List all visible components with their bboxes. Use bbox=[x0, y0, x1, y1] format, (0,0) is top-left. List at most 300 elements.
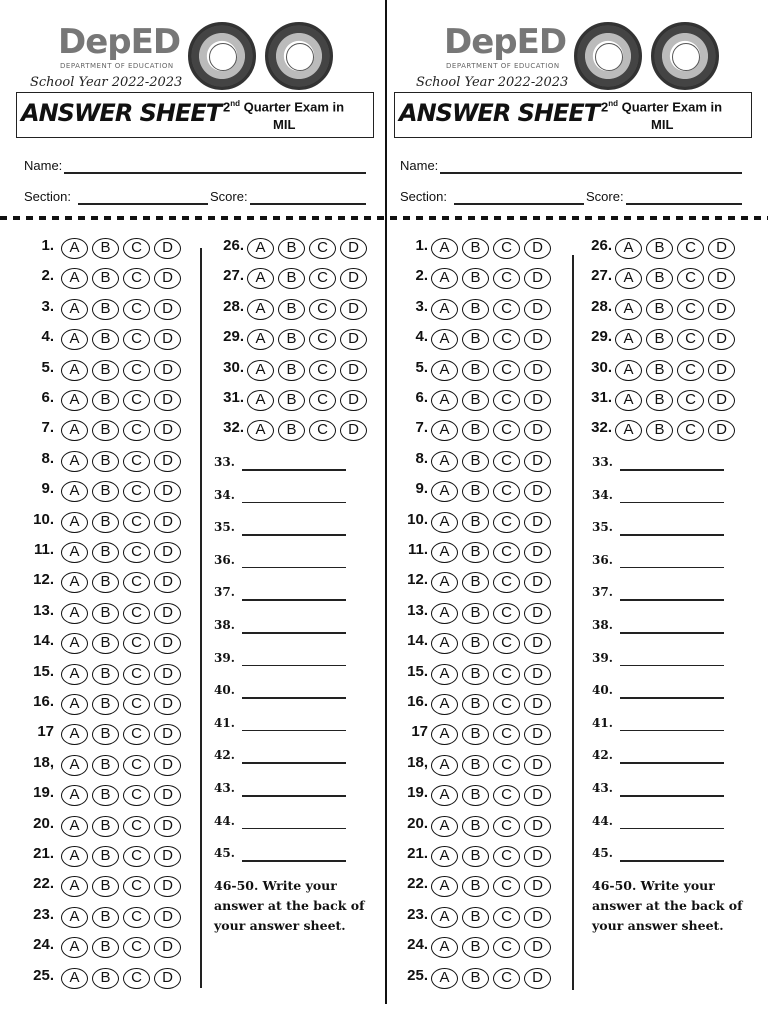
answer-bubble-d[interactable]: D bbox=[154, 420, 181, 441]
answer-bubble-b[interactable]: B bbox=[462, 360, 489, 381]
answer-bubble-b[interactable]: B bbox=[462, 755, 489, 776]
answer-bubble-c[interactable]: C bbox=[493, 329, 520, 350]
answer-bubble-a[interactable]: A bbox=[615, 390, 642, 411]
answer-bubble-c[interactable]: C bbox=[123, 785, 150, 806]
short-answer-line[interactable] bbox=[620, 502, 724, 504]
short-answer-line[interactable] bbox=[620, 469, 724, 471]
answer-bubble-d[interactable]: D bbox=[154, 603, 181, 624]
answer-bubble-d[interactable]: D bbox=[524, 481, 551, 502]
answer-bubble-a[interactable]: A bbox=[247, 268, 274, 289]
answer-bubble-b[interactable]: B bbox=[646, 390, 673, 411]
score-field[interactable] bbox=[626, 203, 742, 205]
answer-bubble-d[interactable]: D bbox=[524, 329, 551, 350]
short-answer-line[interactable] bbox=[242, 599, 346, 601]
answer-bubble-d[interactable]: D bbox=[524, 572, 551, 593]
question-number: 24. bbox=[33, 936, 54, 954]
short-answer-line[interactable] bbox=[242, 762, 346, 764]
answer-bubble-d[interactable]: D bbox=[340, 420, 367, 441]
answer-bubble-a[interactable]: A bbox=[61, 694, 88, 715]
answer-bubble-c[interactable]: C bbox=[123, 937, 150, 958]
answer-bubble-c[interactable]: C bbox=[123, 329, 150, 350]
answer-bubble-c[interactable]: C bbox=[123, 299, 150, 320]
answer-bubble-a[interactable]: A bbox=[61, 785, 88, 806]
answer-bubble-b[interactable]: B bbox=[462, 694, 489, 715]
short-answer-line[interactable] bbox=[242, 632, 346, 634]
answer-bubble-a[interactable]: A bbox=[61, 755, 88, 776]
answer-bubble-a[interactable]: A bbox=[61, 360, 88, 381]
answer-bubble-c[interactable]: C bbox=[493, 785, 520, 806]
answer-bubble-b[interactable]: B bbox=[92, 724, 119, 745]
answer-bubble-a[interactable]: A bbox=[61, 420, 88, 441]
answer-bubble-c[interactable]: C bbox=[493, 846, 520, 867]
answer-bubble-a[interactable]: A bbox=[431, 633, 458, 654]
short-answer-line[interactable] bbox=[620, 599, 724, 601]
answer-bubble-a[interactable]: A bbox=[431, 329, 458, 350]
answer-bubble-a[interactable]: A bbox=[61, 268, 88, 289]
answer-bubble-a[interactable]: A bbox=[61, 876, 88, 897]
answer-bubble-d[interactable]: D bbox=[154, 481, 181, 502]
answer-bubble-b[interactable]: B bbox=[462, 724, 489, 745]
answer-bubble-d[interactable]: D bbox=[524, 268, 551, 289]
answer-bubble-b[interactable]: B bbox=[462, 816, 489, 837]
answer-bubble-d[interactable]: D bbox=[154, 876, 181, 897]
answer-bubble-d[interactable]: D bbox=[154, 572, 181, 593]
answer-bubble-b[interactable]: B bbox=[462, 451, 489, 472]
answer-bubble-a[interactable]: A bbox=[615, 299, 642, 320]
answer-bubble-c[interactable]: C bbox=[493, 664, 520, 685]
answer-bubble-c[interactable]: C bbox=[493, 390, 520, 411]
answer-bubble-d[interactable]: D bbox=[340, 360, 367, 381]
answer-bubble-d[interactable]: D bbox=[524, 238, 551, 259]
answer-bubble-b[interactable]: B bbox=[92, 968, 119, 989]
school-year: School Year 2022-2023 bbox=[416, 75, 569, 90]
answer-bubble-b[interactable]: B bbox=[646, 420, 673, 441]
answer-bubble-a[interactable]: A bbox=[61, 512, 88, 533]
answer-bubble-c[interactable]: C bbox=[309, 360, 336, 381]
short-answer-line[interactable] bbox=[620, 860, 724, 862]
answer-bubble-d[interactable]: D bbox=[154, 633, 181, 654]
answer-bubble-d[interactable]: D bbox=[708, 299, 735, 320]
short-answer-line[interactable] bbox=[620, 567, 724, 569]
answer-bubble-c[interactable]: C bbox=[493, 542, 520, 563]
answer-bubble-a[interactable]: A bbox=[61, 603, 88, 624]
answer-bubble-c[interactable]: C bbox=[123, 268, 150, 289]
answer-bubble-d[interactable]: D bbox=[524, 937, 551, 958]
answer-bubble-d[interactable]: D bbox=[154, 846, 181, 867]
answer-bubble-c[interactable]: C bbox=[123, 451, 150, 472]
short-answer-line[interactable] bbox=[620, 730, 724, 732]
answer-bubble-b[interactable]: B bbox=[462, 481, 489, 502]
answer-bubble-b[interactable]: B bbox=[646, 299, 673, 320]
short-answer-line[interactable] bbox=[620, 795, 724, 797]
answer-bubble-d[interactable]: D bbox=[524, 603, 551, 624]
answer-bubble-b[interactable]: B bbox=[278, 299, 305, 320]
school-year: School Year 2022-2023 bbox=[30, 75, 183, 90]
answer-bubble-d[interactable]: D bbox=[524, 816, 551, 837]
section-field[interactable] bbox=[78, 203, 208, 205]
answer-bubble-d[interactable]: D bbox=[708, 268, 735, 289]
answer-bubble-b[interactable]: B bbox=[462, 512, 489, 533]
answer-bubble-c[interactable]: C bbox=[123, 755, 150, 776]
answer-bubble-b[interactable]: B bbox=[278, 360, 305, 381]
short-answer-line[interactable] bbox=[242, 860, 346, 862]
answer-bubble-b[interactable]: B bbox=[92, 238, 119, 259]
answer-bubble-b[interactable]: B bbox=[278, 420, 305, 441]
answer-bubble-a[interactable]: A bbox=[61, 816, 88, 837]
answer-bubble-d[interactable]: D bbox=[524, 664, 551, 685]
answer-bubble-c[interactable]: C bbox=[677, 299, 704, 320]
answer-bubble-c[interactable]: C bbox=[493, 755, 520, 776]
answer-bubble-c[interactable]: C bbox=[123, 420, 150, 441]
answer-bubble-d[interactable]: D bbox=[524, 724, 551, 745]
answer-bubble-b[interactable]: B bbox=[462, 299, 489, 320]
answer-bubble-c[interactable]: C bbox=[493, 816, 520, 837]
answer-bubble-a[interactable]: A bbox=[61, 451, 88, 472]
answer-bubble-a[interactable]: A bbox=[247, 420, 274, 441]
answer-bubble-b[interactable]: B bbox=[462, 420, 489, 441]
answer-bubble-b[interactable]: B bbox=[462, 390, 489, 411]
short-answer-line[interactable] bbox=[242, 795, 346, 797]
answer-bubble-c[interactable]: C bbox=[123, 633, 150, 654]
answer-bubble-c[interactable]: C bbox=[123, 876, 150, 897]
answer-bubble-b[interactable]: B bbox=[278, 329, 305, 350]
answer-bubble-c[interactable]: C bbox=[123, 360, 150, 381]
answer-bubble-d[interactable]: D bbox=[154, 968, 181, 989]
answer-bubble-c[interactable]: C bbox=[493, 937, 520, 958]
answer-bubble-b[interactable]: B bbox=[92, 481, 119, 502]
name-field[interactable] bbox=[64, 172, 366, 174]
answer-bubble-d[interactable]: D bbox=[154, 542, 181, 563]
answer-bubble-b[interactable]: B bbox=[92, 420, 119, 441]
question-number: 9. bbox=[415, 480, 428, 498]
answer-bubble-c[interactable]: C bbox=[123, 603, 150, 624]
answer-bubble-c[interactable]: C bbox=[677, 329, 704, 350]
short-answer-line[interactable] bbox=[620, 762, 724, 764]
short-answer-number: 36. bbox=[592, 552, 613, 567]
answer-bubble-a[interactable]: A bbox=[61, 664, 88, 685]
answer-bubble-c[interactable]: C bbox=[493, 420, 520, 441]
answer-bubble-d[interactable]: D bbox=[524, 968, 551, 989]
answer-bubble-c[interactable]: C bbox=[493, 907, 520, 928]
answer-bubble-b[interactable]: B bbox=[462, 572, 489, 593]
answer-bubble-b[interactable]: B bbox=[646, 329, 673, 350]
answer-bubble-b[interactable]: B bbox=[92, 876, 119, 897]
answer-bubble-a[interactable]: A bbox=[431, 299, 458, 320]
answer-bubble-a[interactable]: A bbox=[431, 420, 458, 441]
answer-bubble-d[interactable]: D bbox=[708, 329, 735, 350]
answer-bubble-c[interactable]: C bbox=[309, 329, 336, 350]
answer-bubble-a[interactable]: A bbox=[61, 937, 88, 958]
answer-bubble-d[interactable]: D bbox=[154, 694, 181, 715]
answer-bubble-d[interactable]: D bbox=[524, 785, 551, 806]
answer-bubble-c[interactable]: C bbox=[493, 603, 520, 624]
answer-bubble-b[interactable]: B bbox=[462, 603, 489, 624]
answer-bubble-a[interactable]: A bbox=[431, 755, 458, 776]
answer-bubble-b[interactable]: B bbox=[92, 390, 119, 411]
answer-bubble-a[interactable]: A bbox=[61, 846, 88, 867]
answer-bubble-b[interactable]: B bbox=[92, 329, 119, 350]
answer-bubble-d[interactable]: D bbox=[524, 694, 551, 715]
answer-bubble-d[interactable]: D bbox=[524, 390, 551, 411]
answer-bubble-a[interactable]: A bbox=[247, 299, 274, 320]
name-field[interactable] bbox=[440, 172, 742, 174]
answer-bubble-d[interactable]: D bbox=[340, 329, 367, 350]
answer-bubble-b[interactable]: B bbox=[462, 542, 489, 563]
answer-bubble-a[interactable]: A bbox=[431, 907, 458, 928]
answer-bubble-b[interactable]: B bbox=[462, 785, 489, 806]
answer-bubble-d[interactable]: D bbox=[524, 907, 551, 928]
answer-bubble-c[interactable]: C bbox=[123, 816, 150, 837]
answer-bubble-c[interactable]: C bbox=[677, 420, 704, 441]
answer-bubble-d[interactable]: D bbox=[340, 299, 367, 320]
answer-bubble-a[interactable]: A bbox=[431, 451, 458, 472]
answer-bubble-a[interactable]: A bbox=[61, 542, 88, 563]
answer-bubble-c[interactable]: C bbox=[493, 268, 520, 289]
score-field[interactable] bbox=[250, 203, 366, 205]
answer-bubble-a[interactable]: A bbox=[431, 390, 458, 411]
answer-bubble-a[interactable]: A bbox=[615, 238, 642, 259]
question-number: 12. bbox=[33, 571, 54, 589]
answer-bubble-b[interactable]: B bbox=[462, 268, 489, 289]
short-answer-line[interactable] bbox=[242, 665, 346, 667]
answer-bubble-a[interactable]: A bbox=[61, 907, 88, 928]
answer-bubble-c[interactable]: C bbox=[123, 968, 150, 989]
answer-bubble-b[interactable]: B bbox=[92, 846, 119, 867]
answer-bubble-c[interactable]: C bbox=[123, 512, 150, 533]
answer-bubble-d[interactable]: D bbox=[154, 664, 181, 685]
answer-bubble-c[interactable]: C bbox=[493, 572, 520, 593]
answer-bubble-d[interactable]: D bbox=[524, 876, 551, 897]
answer-bubble-b[interactable]: B bbox=[92, 603, 119, 624]
short-answer-number: 40. bbox=[214, 683, 235, 698]
question-number: 28. bbox=[591, 297, 612, 315]
question-number: 32. bbox=[591, 419, 612, 437]
short-answer-line[interactable] bbox=[620, 632, 724, 634]
short-answer-line[interactable] bbox=[242, 828, 346, 830]
answer-bubble-a[interactable]: A bbox=[431, 360, 458, 381]
answer-bubble-c[interactable]: C bbox=[123, 724, 150, 745]
answer-bubble-a[interactable]: A bbox=[431, 937, 458, 958]
answer-bubble-b[interactable]: B bbox=[646, 360, 673, 381]
answer-bubble-d[interactable]: D bbox=[524, 420, 551, 441]
answer-bubble-d[interactable]: D bbox=[154, 785, 181, 806]
answer-bubble-b[interactable]: B bbox=[462, 968, 489, 989]
answer-bubble-d[interactable]: D bbox=[340, 268, 367, 289]
answer-bubble-d[interactable]: D bbox=[154, 329, 181, 350]
answer-bubble-b[interactable]: B bbox=[462, 329, 489, 350]
answer-bubble-a[interactable]: A bbox=[61, 633, 88, 654]
answer-bubble-c[interactable]: C bbox=[493, 724, 520, 745]
answer-bubble-d[interactable]: D bbox=[154, 755, 181, 776]
answer-bubble-a[interactable]: A bbox=[431, 481, 458, 502]
answer-bubble-b[interactable]: B bbox=[278, 238, 305, 259]
answer-bubble-a[interactable]: A bbox=[247, 360, 274, 381]
answer-bubble-b[interactable]: B bbox=[462, 633, 489, 654]
answer-bubble-d[interactable]: D bbox=[524, 512, 551, 533]
answer-bubble-d[interactable]: D bbox=[154, 451, 181, 472]
answer-bubble-d[interactable]: D bbox=[154, 816, 181, 837]
answer-bubble-a[interactable]: A bbox=[431, 512, 458, 533]
answer-bubble-a[interactable]: A bbox=[61, 329, 88, 350]
answer-bubble-b[interactable]: B bbox=[462, 876, 489, 897]
answer-bubble-b[interactable]: B bbox=[92, 785, 119, 806]
answer-bubble-c[interactable]: C bbox=[123, 846, 150, 867]
answer-bubble-d[interactable]: D bbox=[154, 937, 181, 958]
short-answer-line[interactable] bbox=[620, 828, 724, 830]
short-answer-line[interactable] bbox=[242, 469, 346, 471]
answer-bubble-a[interactable]: A bbox=[247, 329, 274, 350]
answer-bubble-d[interactable]: D bbox=[340, 238, 367, 259]
question-number: 23. bbox=[407, 905, 428, 923]
answer-bubble-c[interactable]: C bbox=[123, 542, 150, 563]
answer-bubble-d[interactable]: D bbox=[154, 512, 181, 533]
answer-bubble-b[interactable]: B bbox=[92, 907, 119, 928]
short-answer-line[interactable] bbox=[242, 534, 346, 536]
answer-bubble-c[interactable]: C bbox=[493, 451, 520, 472]
answer-bubble-d[interactable]: D bbox=[154, 390, 181, 411]
answer-bubble-d[interactable]: D bbox=[154, 238, 181, 259]
answer-bubble-b[interactable]: B bbox=[646, 238, 673, 259]
answer-bubble-a[interactable]: A bbox=[431, 876, 458, 897]
section-field[interactable] bbox=[454, 203, 584, 205]
answer-bubble-c[interactable]: C bbox=[677, 360, 704, 381]
answer-bubble-d[interactable]: D bbox=[708, 390, 735, 411]
answer-bubble-b[interactable]: B bbox=[92, 816, 119, 837]
answer-bubble-a[interactable]: A bbox=[615, 360, 642, 381]
answer-bubble-d[interactable]: D bbox=[154, 724, 181, 745]
answer-bubble-a[interactable]: A bbox=[61, 238, 88, 259]
answer-bubble-d[interactable]: D bbox=[524, 542, 551, 563]
answer-bubble-a[interactable]: A bbox=[615, 329, 642, 350]
answer-bubble-a[interactable]: A bbox=[431, 816, 458, 837]
answer-bubble-c[interactable]: C bbox=[677, 268, 704, 289]
answer-bubble-b[interactable]: B bbox=[462, 846, 489, 867]
answer-bubble-a[interactable]: A bbox=[61, 390, 88, 411]
answer-bubble-c[interactable]: C bbox=[493, 633, 520, 654]
answer-bubble-c[interactable]: C bbox=[123, 481, 150, 502]
answer-bubble-c[interactable]: C bbox=[123, 694, 150, 715]
answer-bubble-c[interactable]: C bbox=[309, 420, 336, 441]
short-answer-line[interactable] bbox=[620, 534, 724, 536]
answer-bubble-b[interactable]: B bbox=[92, 633, 119, 654]
answer-bubble-a[interactable]: A bbox=[431, 694, 458, 715]
answer-bubble-c[interactable]: C bbox=[493, 694, 520, 715]
answer-bubble-c[interactable]: C bbox=[123, 390, 150, 411]
answer-bubble-a[interactable]: A bbox=[61, 572, 88, 593]
answer-bubble-b[interactable]: B bbox=[92, 755, 119, 776]
answer-bubble-a[interactable]: A bbox=[431, 572, 458, 593]
answer-bubble-d[interactable]: D bbox=[340, 390, 367, 411]
answer-bubble-d[interactable]: D bbox=[154, 907, 181, 928]
answer-bubble-c[interactable]: C bbox=[493, 512, 520, 533]
answer-bubble-c[interactable]: C bbox=[123, 664, 150, 685]
answer-bubble-d[interactable]: D bbox=[154, 299, 181, 320]
answer-bubble-c[interactable]: C bbox=[123, 238, 150, 259]
answer-bubble-a[interactable]: A bbox=[431, 846, 458, 867]
answer-bubble-b[interactable]: B bbox=[278, 390, 305, 411]
answer-bubble-d[interactable]: D bbox=[708, 420, 735, 441]
answer-bubble-a[interactable]: A bbox=[615, 268, 642, 289]
answer-bubble-a[interactable]: A bbox=[615, 420, 642, 441]
answer-bubble-a[interactable]: A bbox=[247, 238, 274, 259]
answer-bubble-d[interactable]: D bbox=[524, 633, 551, 654]
answer-bubble-a[interactable]: A bbox=[431, 603, 458, 624]
answer-bubble-d[interactable]: D bbox=[708, 360, 735, 381]
answer-bubble-a[interactable]: A bbox=[431, 238, 458, 259]
answer-bubble-a[interactable]: A bbox=[61, 299, 88, 320]
answer-bubble-a[interactable]: A bbox=[431, 664, 458, 685]
answer-bubble-b[interactable]: B bbox=[92, 572, 119, 593]
answer-bubble-b[interactable]: B bbox=[92, 360, 119, 381]
answer-bubble-d[interactable]: D bbox=[154, 268, 181, 289]
question-number: 26. bbox=[591, 237, 612, 254]
answer-bubble-b[interactable]: B bbox=[462, 238, 489, 259]
answer-bubble-c[interactable]: C bbox=[493, 968, 520, 989]
short-answer-line[interactable] bbox=[620, 665, 724, 667]
answer-bubble-b[interactable]: B bbox=[92, 512, 119, 533]
answer-bubble-d[interactable]: D bbox=[708, 238, 735, 259]
answer-bubble-a[interactable]: A bbox=[247, 390, 274, 411]
answer-bubble-c[interactable]: C bbox=[123, 907, 150, 928]
answer-bubble-b[interactable]: B bbox=[278, 268, 305, 289]
answer-sheet-right bbox=[386, 0, 768, 1024]
answer-bubble-d[interactable]: D bbox=[524, 451, 551, 472]
answer-bubble-d[interactable]: D bbox=[524, 846, 551, 867]
answer-bubble-a[interactable]: A bbox=[431, 968, 458, 989]
answer-bubble-c[interactable]: C bbox=[493, 481, 520, 502]
answer-bubble-b[interactable]: B bbox=[92, 542, 119, 563]
short-answer-line[interactable] bbox=[620, 697, 724, 699]
answer-bubble-c[interactable]: C bbox=[493, 360, 520, 381]
answer-bubble-b[interactable]: B bbox=[92, 664, 119, 685]
answer-bubble-c[interactable]: C bbox=[677, 390, 704, 411]
answer-bubble-c[interactable]: C bbox=[493, 299, 520, 320]
answer-bubble-a[interactable]: A bbox=[431, 785, 458, 806]
answer-bubble-b[interactable]: B bbox=[462, 664, 489, 685]
answer-bubble-a[interactable]: A bbox=[431, 542, 458, 563]
answer-bubble-b[interactable]: B bbox=[92, 937, 119, 958]
answer-bubble-b[interactable]: B bbox=[92, 268, 119, 289]
answer-bubble-a[interactable]: A bbox=[61, 968, 88, 989]
answer-bubble-c[interactable]: C bbox=[309, 390, 336, 411]
answer-bubble-d[interactable]: D bbox=[524, 360, 551, 381]
short-answer-line[interactable] bbox=[242, 502, 346, 504]
answer-bubble-b[interactable]: B bbox=[462, 907, 489, 928]
short-answer-line[interactable] bbox=[242, 730, 346, 732]
answer-bubble-c[interactable]: C bbox=[493, 876, 520, 897]
answer-bubble-c[interactable]: C bbox=[493, 238, 520, 259]
answer-bubble-d[interactable]: D bbox=[524, 755, 551, 776]
answer-bubble-c[interactable]: C bbox=[309, 299, 336, 320]
answer-bubble-c[interactable]: C bbox=[123, 572, 150, 593]
answer-bubble-b[interactable]: B bbox=[92, 694, 119, 715]
answer-bubble-b[interactable]: B bbox=[646, 268, 673, 289]
short-answer-line[interactable] bbox=[242, 697, 346, 699]
answer-bubble-d[interactable]: D bbox=[154, 360, 181, 381]
answer-bubble-b[interactable]: B bbox=[92, 451, 119, 472]
answer-bubble-a[interactable]: A bbox=[431, 724, 458, 745]
answer-bubble-a[interactable]: A bbox=[61, 481, 88, 502]
answer-bubble-b[interactable]: B bbox=[462, 937, 489, 958]
answer-bubble-c[interactable]: C bbox=[677, 238, 704, 259]
answer-bubble-b[interactable]: B bbox=[92, 299, 119, 320]
answer-bubble-c[interactable]: C bbox=[309, 268, 336, 289]
short-answer-line[interactable] bbox=[242, 567, 346, 569]
answer-bubble-a[interactable]: A bbox=[61, 724, 88, 745]
answer-bubble-c[interactable]: C bbox=[309, 238, 336, 259]
answer-bubble-d[interactable]: D bbox=[524, 299, 551, 320]
answer-bubble-a[interactable]: A bbox=[431, 268, 458, 289]
